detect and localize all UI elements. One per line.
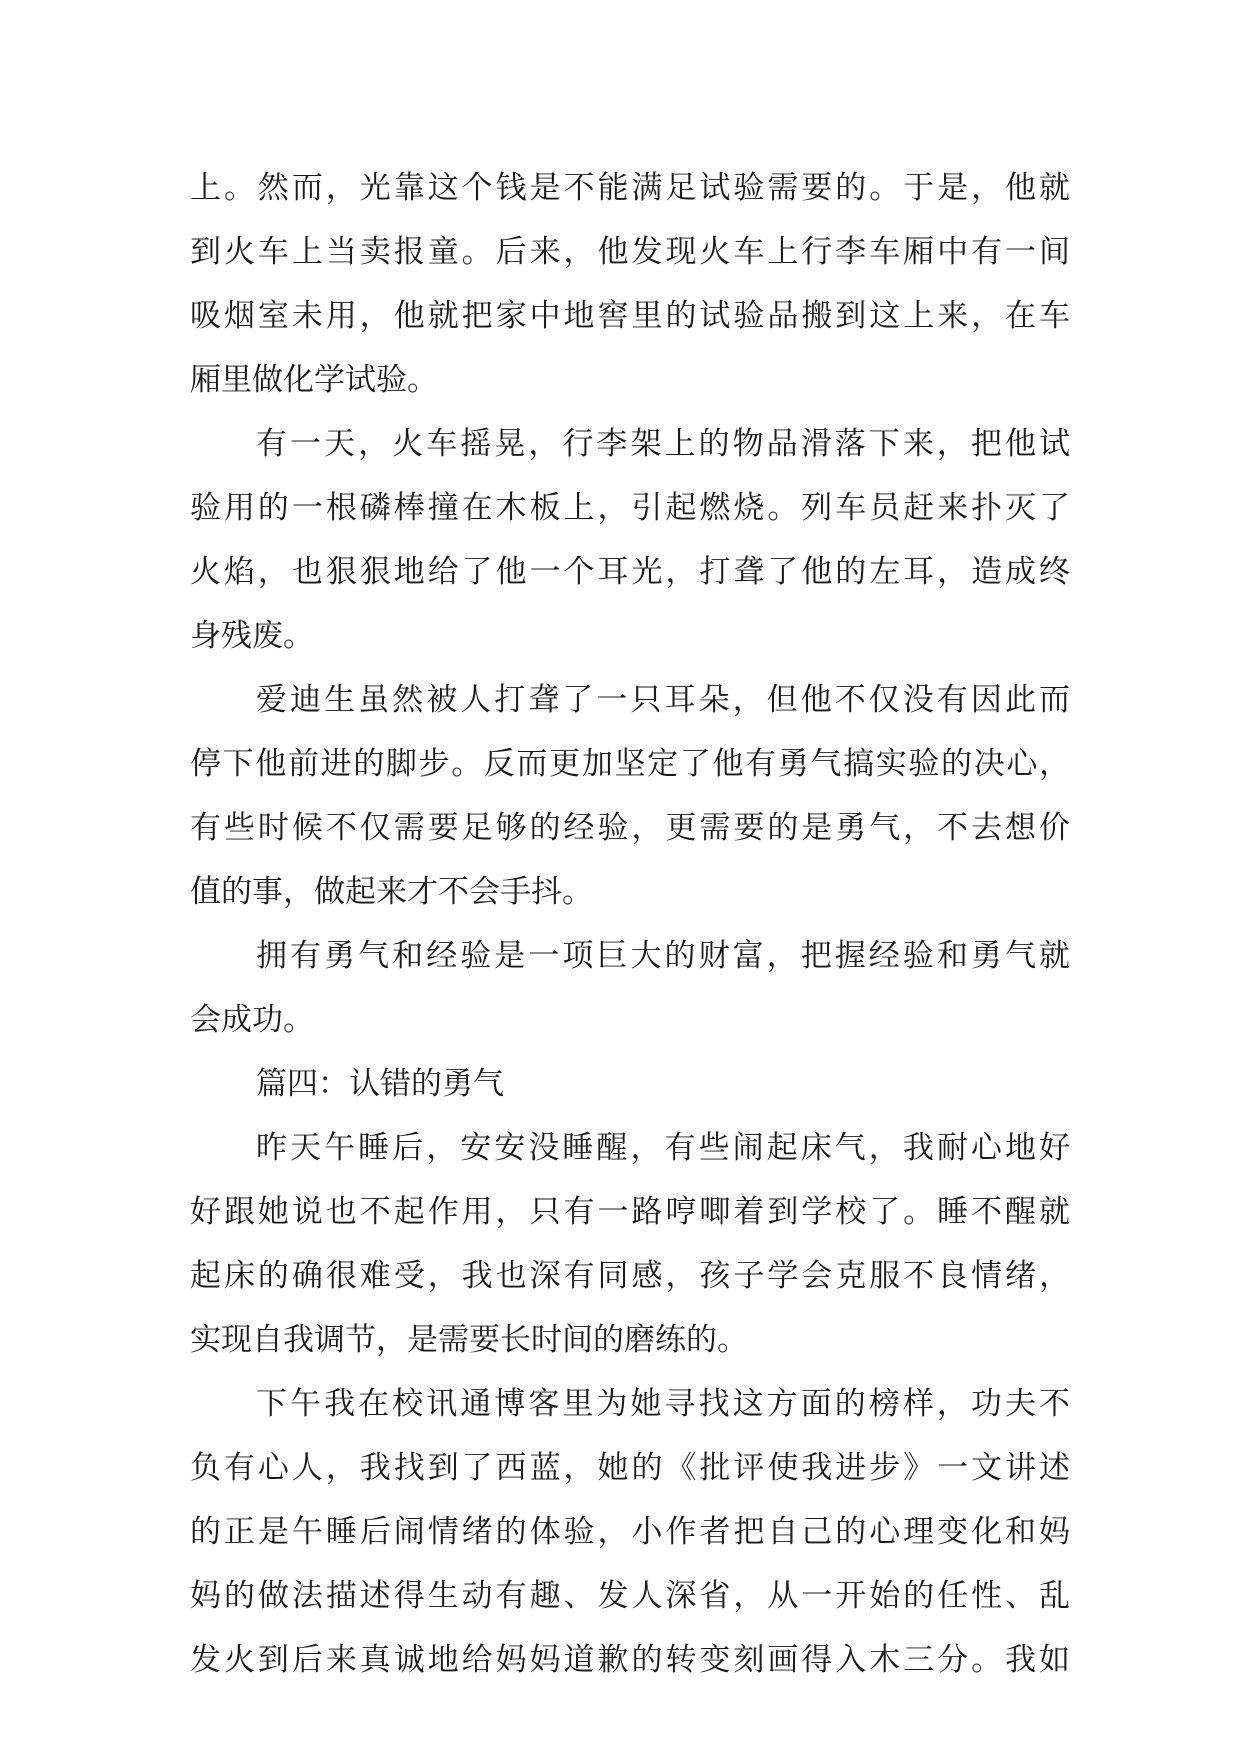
text-line: 值的事，做起来才不会手抖。	[190, 874, 593, 910]
text-line: 爱迪生虽然被人打聋了一只耳朵，但他不仅没有因此而	[256, 682, 1070, 718]
text-line: 妈的做法描述得生动有趣、发人深省，从一开始的任性、乱	[190, 1578, 1070, 1614]
text-line: 停下他前进的脚步。反而更加坚定了他有勇气搞实验的决心，	[190, 746, 1070, 782]
text-line: 下午我在校讯通博客里为她寻找这方面的榜样，功夫不	[256, 1386, 1070, 1422]
section-heading: 篇四：认错的勇气	[256, 1066, 504, 1102]
text-line: 火焰，也狠狠地给了他一个耳光，打聋了他的左耳，造成终	[190, 554, 1070, 590]
text-line: 昨天午睡后，安安没睡醒，有些闹起床气，我耐心地好	[256, 1130, 1070, 1166]
text-line: 实现自我调节，是需要长时间的磨练的。	[190, 1322, 748, 1358]
text-line: 有一天，火车摇晃，行李架上的物品滑落下来，把他试	[256, 426, 1070, 462]
body-text	[190, 156, 1070, 1692]
text-line: 负有心人，我找到了西蓝，她的《批评使我进步》一文讲述	[190, 1450, 1070, 1486]
text-line: 到火车上当卖报童。后来，他发现火车上行李车厢中有一间	[190, 234, 1070, 270]
text-line: 发火到后来真诚地给妈妈道歉的转变刻画得入木三分。我如	[190, 1642, 1070, 1678]
text-line: 会成功。	[190, 1002, 314, 1038]
text-line: 上。然而，光靠这个钱是不能满足试验需要的。于是，他就	[190, 170, 1070, 206]
text-line: 起床的确很难受，我也深有同感，孩子学会克服不良情绪，	[190, 1258, 1070, 1294]
text-line: 身残废。	[190, 618, 314, 654]
text-line: 的正是午睡后闹情绪的体验，小作者把自己的心理变化和妈	[190, 1514, 1070, 1550]
text-line: 吸烟室未用，他就把家中地窖里的试验品搬到这上来，在车	[190, 298, 1070, 334]
text-line: 有些时候不仅需要足够的经验，更需要的是勇气，不去想价	[190, 810, 1070, 846]
text-line: 验用的一根磷棒撞在木板上，引起燃烧。列车员赶来扑灭了	[190, 490, 1070, 526]
text-line: 好跟她说也不起作用，只有一路哼唧着到学校了。睡不醒就	[190, 1194, 1070, 1230]
text-line: 拥有勇气和经验是一项巨大的财富，把握经验和勇气就	[256, 938, 1070, 974]
text-line: 厢里做化学试验。	[190, 362, 438, 398]
